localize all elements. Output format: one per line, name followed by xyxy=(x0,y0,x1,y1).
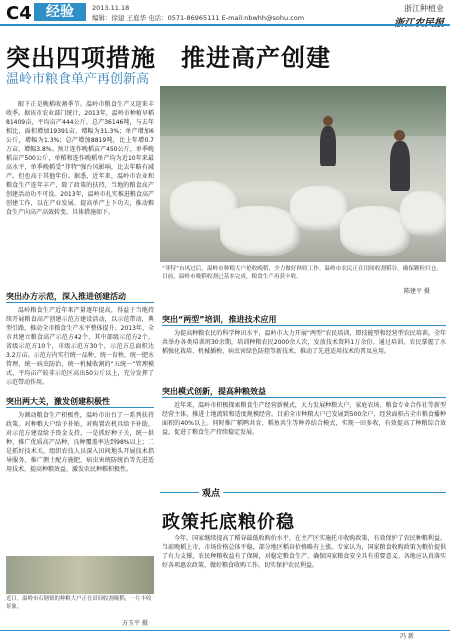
viewpoint-label: 观点 xyxy=(199,486,223,499)
section3-column xyxy=(162,329,446,381)
section1-text: 温岭粮食生产近年来产量逐年提高，得益于当地持续开展粮食高产创建示范方建设活动，以示范带动，典型引路，推动全市粮食生产水平整体提升。2013年，全市共建立粮食高产示范方42个，其中部级示范方2个，省级示范方10个，市级示范方30个，示范方总面积达3.2万亩。示范方内实行统一品种、统一育秧、统一肥水管理、统一病虫防治、统一机械收割的“五统一”管理模式，平均亩产较非示范区高出50公斤以上，充分发挥了示范带动作用。 xyxy=(6,307,154,386)
footer-author: 冯 新 xyxy=(400,633,414,640)
viewpoint-title: 政策托底粮价稳 xyxy=(162,512,295,533)
section4-title: 突出模式创新，提高种粮效益 xyxy=(162,387,266,396)
masthead xyxy=(0,0,450,24)
intro-column xyxy=(6,100,154,260)
section4-column xyxy=(162,401,446,481)
photo-sack xyxy=(220,206,300,256)
section-number: C4 xyxy=(6,3,32,24)
photo-sack xyxy=(400,191,446,236)
section-tag: 经验 xyxy=(34,3,86,21)
section3-text: 为提高种粮农民的科学种田水平，温岭市大力开展“两型”农民培训，即技能型和经营型农民培训。全年共举办各类培训班30余期，培训种粮农民2000余人次，发放技术资料1万余份。通过培训，农民掌握了水稻强化栽培、机械插秧、病虫害绿色防控等新技术，推动了先进适用技术的普及应用。 xyxy=(162,330,446,355)
photo-person-head xyxy=(323,116,333,126)
issue-date: 2013.11.18 xyxy=(92,4,130,12)
field-photo-credit: 方玉平 摄 xyxy=(122,620,148,627)
section1-title: 突出办方示范，深入推进创建活动 xyxy=(6,292,126,301)
section3-title: 突出“两型”培训，推进技术应用 xyxy=(162,315,277,324)
section3-rule xyxy=(162,325,446,326)
photo-person xyxy=(320,126,336,166)
column-name: 浙江种植业 xyxy=(404,4,444,13)
section2-text: 为调动粮食生产积极性，温岭市出台了一系列扶持政策。对种粮大户给予补贴，对购置农机具给予补助，对示范方建设给予资金支持。一是抓好种子关，统一供种，推广优质高产品种，良种覆盖率达到98%以上；二是抓好技术关，组织农技人员深入田间地头开展技术指导服务，推广测土配方施肥、病虫害统防统治等先进适用技术，提高种粮效益，激发农民种粮积极性。 xyxy=(6,412,154,473)
viewpoint-text: 今年，国家继续提高了稻谷最低收购价水平，在主产区实施托市收购政策，有效保护了农民种粮利益。当前晚稻上市，市场价格总体平稳，部分地区稻谷价格略有上涨。专家认为，国家粮食收购政策为粮价提供了有力支撑，农民种粮收益有了保障，对稳定粮食生产、确保国家粮食安全具有重要意义。各地应认真落实好各项惠农政策，做好粮食收购工作，切实保护农民利益。 xyxy=(162,535,446,569)
photo-field xyxy=(160,86,446,136)
section2-rule xyxy=(6,407,154,408)
field-photo-caption: 近日，温岭市石塘镇的种粮大户正在田间收割晚稻，一片丰收景象。 xyxy=(6,596,152,610)
intro-text: 眼下正是晚稻收割季节。温岭市粮食生产又迎来丰收季。据该市农业部门统计，2013年，温岭市种植早稻81409亩，平均亩产444公斤，总产36146吨，与去年相比，面积增加19391亩，增幅为31.3%；单产增加6公斤，增幅为1.3%；总产增加8819吨，比上年增0.7万亩，增幅3.8%。预计连作晚稻亩产450公斤，单季晚稻亩产500公斤，单稻和连作晚稻单产均为近10年来最高水平，单季晚稻受“菲特”强台风影响，比去年略有减产。但也高于其他年份。据悉，近年来，温岭市农业和粮食生产连年丰产，除了政策的扶持，当地的粮食高产创建活动功不可没。2013年，温岭市扎实推进粮食高产创建工作，以在产业发展、提高单产上下功夫，推动粮食生产向高产高效转变。具体措施如下。 xyxy=(6,101,154,216)
editor-contact: 编辑：徐建 王庭华 电话：0571-86965111 E-mail:nbwhh@sohu.com xyxy=(92,14,305,22)
paper-name xyxy=(394,14,444,29)
section2-column xyxy=(6,411,154,551)
subheadline: 温岭市粮食单产再创新高 xyxy=(6,72,150,87)
photo-person-head xyxy=(394,130,405,141)
section1-rule xyxy=(6,302,154,303)
section2-title: 突出两大关，激发创建积极性 xyxy=(6,397,110,406)
harvest-photo xyxy=(160,86,446,262)
section4-rule xyxy=(162,397,446,398)
photo-caption: “菲特”台风过后，温岭市种粮大户抢收晚稻，全力做好秋收工作。温岭市农民正在田间收割稻谷，确保颗粒归仓。目前，温岭市晚稻收割已基本完成，粮食生产再获丰收。 xyxy=(162,266,442,280)
footer-rule xyxy=(0,630,450,631)
headline: 突出四项措施 推进高产创建 xyxy=(6,44,331,72)
field-photo xyxy=(6,556,154,594)
section1-column xyxy=(6,306,154,390)
masthead-rule xyxy=(0,24,450,26)
viewpoint-column xyxy=(162,534,446,628)
photo-person xyxy=(390,141,410,191)
section4-text: 近年来，温岭市积极探索粮食生产经营新模式，大力发展种粮大户、家庭农场、粮食专业合作社等新型经营主体，推进土地流转和适度规模经营。目前全市种粮大户已发展到500余户，经营面积占全市粮食播种面积的40%以上。同时推广稻鸭共育、稻鱼共生等种养结合模式，实现一田多收，有效提高了种粮综合效益，促进了粮食生产持续稳定发展。 xyxy=(162,402,446,436)
photo-credit: 陈建平 摄 xyxy=(404,288,430,295)
